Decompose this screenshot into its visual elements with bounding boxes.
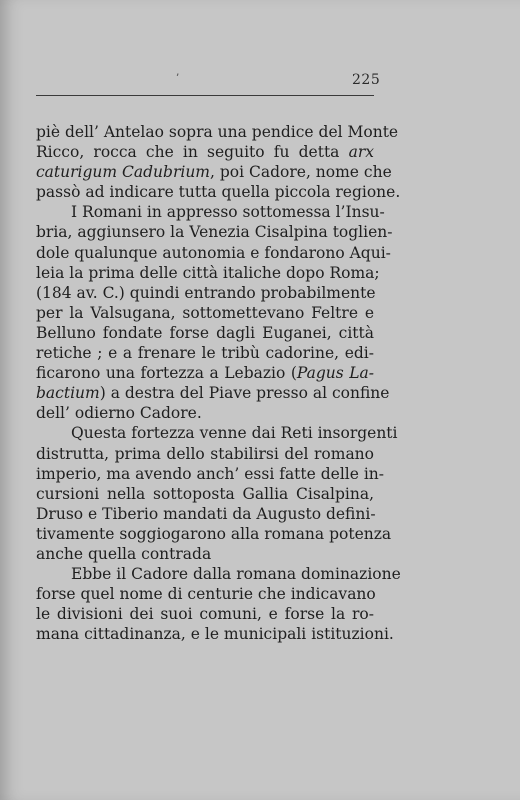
text-line: anche quella contrada [36,544,212,563]
body-text [36,122,401,644]
header-rule [36,95,374,96]
text-line: Druso e Tiberio mandati da Augusto defini- [36,504,376,523]
text-line: bactium) a destra del Piave presso al confine [36,384,390,403]
text-line: caturigum Cadubrium, poi Cadore, nome che [36,163,392,182]
text-line: Ebbe il Cadore dalla romana dominazione [71,565,401,584]
text-line: dole qualunque autonomia e fondarono Aqui- [36,243,391,262]
text-line: mana cittadinanza, e le municipali istituzioni. [36,625,394,644]
text-line: I Romani in appresso sottomessa l’Insu- [71,203,385,222]
stray-mark: ’ [176,73,180,84]
text-line: forse quel nome di centurie che indicavano [36,585,376,604]
text-line: Questa fortezza venne dai Reti insorgenti [71,424,398,443]
text-line: dell’ odierno Cadore. [36,404,202,423]
text-line: le divisioni dei suoi comuni, e forse la ro- [36,605,374,624]
text-line: distrutta, prima dello stabilirsi del romano [36,444,374,463]
text-line: leia la prima delle città italiche dopo Roma; [36,263,380,282]
page-number: 225 [352,72,381,88]
text-line: cursioni nella sottoposta Gallia Cisalpina, [36,484,374,503]
text-line: tivamente soggiogarono alla romana potenza [36,524,392,543]
text-line: per la Valsugana, sottomettevano Feltre e [36,303,374,322]
text-line: bria, aggiunsero la Venezia Cisalpina toglien- [36,223,393,242]
text-line: imperio, ma avendo anch’ essi fatte delle in- [36,464,385,483]
text-line: ficarono una fortezza a Lebazio (Pagus La- [36,364,375,383]
text-line: retiche ; e a frenare le tribù cadorine, edi- [36,344,374,363]
text-line: piè dell’ Antelao sopra una pendice del Monte [36,123,399,141]
text-line: (184 av. C.) quindi entrando probabilmente [36,283,376,302]
text-line: Ricco, rocca che in seguito fu detta arx [36,143,374,162]
text-line: passò ad indicare tutta quella piccola regione. [36,183,401,202]
text-line: Belluno fondate forse dagli Euganei, città [36,323,374,342]
